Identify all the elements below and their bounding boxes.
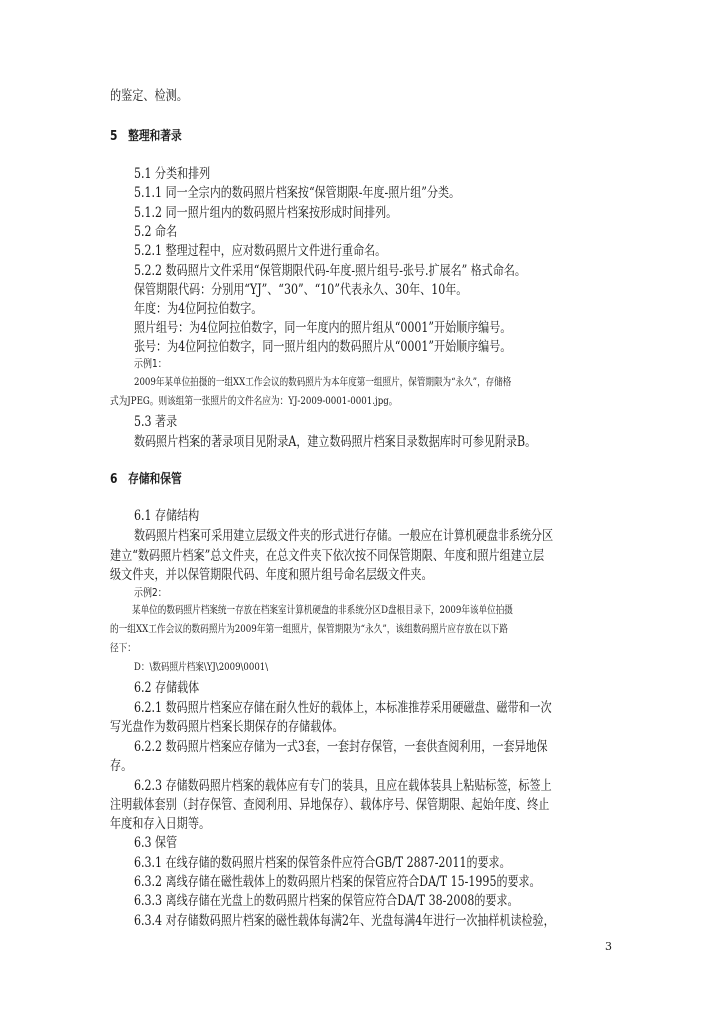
text-line: 5.2.1 整理过程中，应对数码照片文件进行重命名。 bbox=[134, 243, 387, 259]
text-line: 6.3.2 离线存储在磁性载体上的数码照片档案的保管应符合DA/T 15-1995的要求。 bbox=[134, 874, 541, 890]
subsection-heading: 6.3 保管 bbox=[134, 835, 178, 851]
text-line: 存。 bbox=[110, 758, 133, 774]
subsection-heading: 5.2 命名 bbox=[134, 224, 178, 240]
section-heading-5 bbox=[110, 127, 616, 147]
section-title: 整理和著录 bbox=[128, 129, 182, 144]
section-number: 5 bbox=[110, 129, 118, 144]
text-line: 5.2.2 数码照片文件采用“保管期限代码-年度-照片组号-张号.扩展名” 格式命名。 bbox=[134, 263, 526, 279]
text-line: 注明载体套别（封存保管、查阅利用、异地保存）、载体序号、保管期限、起始年度、终止 bbox=[110, 797, 550, 813]
text-line: 张号：为4位阿拉伯数字，同一照片组内的数码照片从“0001”开始顺序编号。 bbox=[134, 339, 512, 355]
example-text: 径下： bbox=[110, 642, 136, 654]
text-line: 6.3.4 对存储数码照片档案的磁性载体每满2年、光盘每满4年进行一次抽样机读检验， bbox=[134, 913, 555, 929]
example-label: 示例2： bbox=[134, 586, 167, 599]
text-line: 6.2.2 数码照片档案应存储为一式3套，一套封存保管，一套供查阅利用，一套异地保 bbox=[134, 739, 548, 755]
subsection-heading: 6.2 存储载体 bbox=[134, 680, 200, 696]
example-text: 2009年某单位拍摄的一组XX工作会议的数码照片为本年度第一组照片，保管期限为“永久”，存储格 bbox=[134, 376, 512, 388]
example-text: 式为JPEG。则该组第一张照片的文件名应为：YJ-2009-0001-0001.jpg。 bbox=[110, 395, 398, 407]
text-line: 6.3.3 离线存储在光盘上的数码照片档案的保管应符合DA/T 38-2008的要求。 bbox=[134, 893, 519, 909]
subsection-heading: 5.1 分类和排列 bbox=[134, 166, 211, 182]
text-line: 6.2.1 数码照片档案应存储在耐久性好的载体上，本标准推荐采用硬磁盘、磁带和一次 bbox=[134, 700, 552, 716]
text-line: 建立“数码照片档案”总文件夹，在总文件夹下依次按不同保管期限、年度和照片组建立层 bbox=[110, 548, 545, 564]
text-line: 年度：为4位阿拉伯数字。 bbox=[134, 301, 263, 317]
text-line: 5.1.1 同一全宗内的数码照片档案按“保管期限-年度-照片组”分类。 bbox=[134, 185, 461, 201]
example-path: D：\数码照片档案\YJ\2009\0001\ bbox=[134, 661, 269, 673]
subsection-heading: 5.3 著录 bbox=[134, 414, 178, 430]
example-label: 示例1： bbox=[134, 357, 167, 370]
text-line: 写光盘作为数码照片档案长期保存的存储载体。 bbox=[110, 719, 344, 735]
text-line: 保管期限代码：分别用“YJ”、“30”、“10”代表永久、30年、10年。 bbox=[134, 282, 468, 298]
section-title: 存储和保管 bbox=[128, 472, 182, 487]
text-line: 级文件夹，并以保管期限代码、年度和照片组号命名层级文件夹。 bbox=[110, 567, 433, 583]
text-line: 照片组号：为4位阿拉伯数字，同一年度内的照片组从“0001”开始顺序编号。 bbox=[134, 320, 512, 336]
section-heading-6 bbox=[110, 470, 616, 490]
text-line: 数码照片档案可采用建立层级文件夹的形式进行存储。一般应在计算机硬盘非系统分区 bbox=[134, 528, 554, 544]
text-line: 的鉴定、检测。 bbox=[110, 88, 188, 104]
text-line: 6.3.1 在线存储的数码照片档案的保管条件应符合GB/T 2887-2011的要求。 bbox=[134, 855, 511, 871]
example-text: 某单位的数码照片档案统一存放在档案室计算机硬盘的非系统分区D盘根目录下，2009年该单位拍摄 bbox=[132, 604, 513, 616]
example-text: 的一组XX工作会议的数码照片为2009年第一组照片，保管期限为“永久”，该组数码照片应存放在以下路 bbox=[110, 623, 508, 635]
text-line: 5.1.2 同一照片组内的数码照片档案按形成时间排列。 bbox=[134, 205, 398, 221]
subsection-heading: 6.1 存储结构 bbox=[134, 508, 200, 524]
text-line: 年度和存入日期等。 bbox=[110, 816, 211, 832]
text-line: 6.2.3 存储数码照片档案的载体应有专门的装具，且应在载体装具上粘贴标签，标签上 bbox=[134, 778, 552, 794]
page-number: 3 bbox=[605, 940, 612, 953]
section-number: 6 bbox=[110, 472, 118, 487]
text-line: 数码照片档案的著录项目见附录A，建立数码照片档案目录数据库时可参见附录B。 bbox=[134, 434, 537, 450]
